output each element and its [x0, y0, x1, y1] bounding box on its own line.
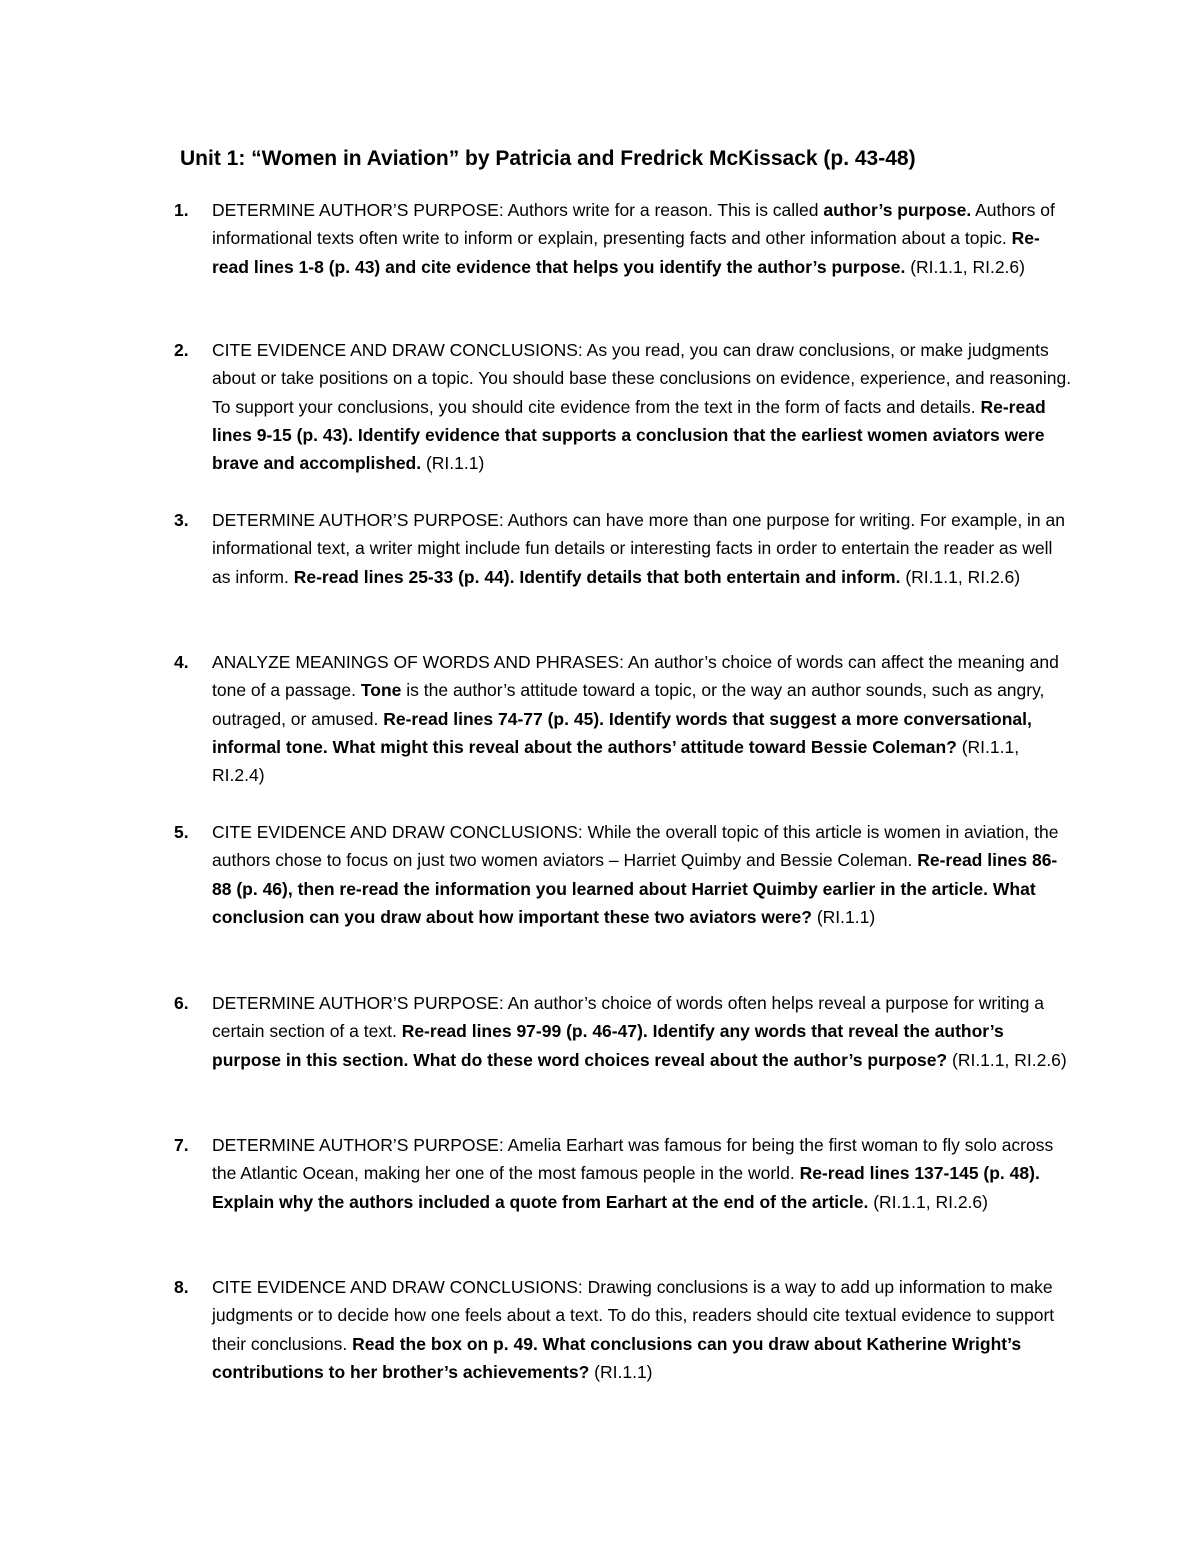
question-text-segment: CITE EVIDENCE AND DRAW CONCLUSIONS: While the overall topic of this article is women in aviation, the authors chose to focus on just two women aviators – Harriet Quimby and Bessie Coleman.: [212, 822, 1059, 871]
question-text: [212, 506, 1072, 591]
question-text-segment: DETERMINE AUTHOR’S PURPOSE: An author’s choice of words often helps reveal a purpose for writing a certain section of a text.: [212, 993, 1044, 1042]
question-text-segment-bold: Re-read lines 9-15 (p. 43). Identify evidence that supports a conclusion that the earliest women aviators were brave and accomplished.: [212, 396, 1046, 474]
question-text: [212, 648, 1072, 789]
question-text-segment: (RI.1.1): [421, 453, 485, 474]
question-text-segment-bold: Tone: [360, 680, 402, 701]
question-text: [212, 196, 1072, 281]
question-number: 1.: [174, 200, 189, 220]
question-text-segment: CITE EVIDENCE AND DRAW CONCLUSIONS: As you read, you can draw conclusions, or make judgments about or take positions on a topic. You should base these conclusions on evidence, experience, and reasoning. To support your conclusions, you should cite evidence from the text in the form of facts and details.: [212, 340, 1072, 417]
question-text-segment: (RI.1.1): [589, 1361, 653, 1382]
question-text-segment-bold: Read the box on p. 49. What conclusions can you draw about Katherine Wright’s contributions to her brother’s achievements?: [212, 1333, 1022, 1382]
question-text-segment-bold: Re-read lines 137-145 (p. 48). Explain why the authors included a quote from Earhart at the end of the article.: [212, 1163, 1040, 1212]
question-text-segment: (RI.1.1, RI.2.6): [947, 1049, 1067, 1070]
question-text-segment: DETERMINE AUTHOR’S PURPOSE: Amelia Earhart was famous for being the first woman to fly solo across the Atlantic Ocean, making her one of the most famous people in the world.: [212, 1135, 1054, 1184]
question-number: 8.: [174, 1277, 189, 1297]
question-text: [212, 336, 1072, 477]
question-text-segment: ANALYZE MEANINGS OF WORDS AND PHRASES: An author’s choice of words can affect the meaning and tone of a passage.: [212, 652, 1059, 701]
question-text-segment-bold: author’s purpose.: [823, 200, 972, 220]
question-text-segment: CITE EVIDENCE AND DRAW CONCLUSIONS: Drawing conclusions is a way to add up information to make judgments or to decide how one feels about a text. To do this, readers should cite textual evidence to support their conclusions.: [212, 1277, 1055, 1354]
question-text-segment: Authors of informational texts often write to inform or explain, presenting facts and other information about a topic.: [212, 200, 1055, 249]
page-title: Unit 1: “Women in Aviation” by Patricia and Fredrick McKissack (p. 43-48): [180, 147, 916, 170]
question-text-segment: DETERMINE AUTHOR’S PURPOSE: Authors can have more than one purpose for writing. For example, in an informational text, a writer might include fun details or interesting facts in order to entertain the reader as well as inform.: [212, 510, 1065, 587]
question-text-segment: (RI.1.1, RI.2.6): [900, 566, 1021, 587]
question-text: [212, 1273, 1072, 1386]
question-text: [212, 818, 1072, 931]
question-number: 4.: [174, 652, 189, 672]
question-text-segment: (RI.1.1): [811, 906, 876, 927]
question-number: 3.: [174, 510, 189, 530]
question-text-segment-bold: Re-read lines 1-8 (p. 43) and cite evidence that helps you identify the author’s purpose.: [212, 228, 1040, 277]
question-number: 7.: [174, 1135, 189, 1155]
question-text-segment: DETERMINE AUTHOR’S PURPOSE: Authors write for a reason. This is called: [212, 200, 824, 220]
question-text: [212, 1131, 1072, 1216]
question-text-segment: (RI.1.1, RI.2.6): [905, 256, 1025, 277]
question-text-segment: (RI.1.1, RI.2.4): [212, 736, 1020, 786]
question-number: 5.: [174, 822, 189, 842]
question-text-segment-bold: Re-read lines 25-33 (p. 44). Identify details that both entertain and inform.: [293, 566, 901, 587]
question-text: [212, 989, 1072, 1074]
question-text-segment-bold: Re-read lines 86-88 (p. 46), then re-read the information you learned about Harriet Quimby earlier in the article. What conclusion can you draw about how important these two aviators were?: [212, 850, 1058, 927]
question-number: 2.: [174, 340, 189, 360]
question-text-segment: is the author’s attitude toward a topic, or the way an author sounds, such as angry, outraged, or amused.: [212, 680, 1045, 729]
question-text-segment-bold: Re-read lines 74-77 (p. 45). Identify words that suggest a more conversational, informal tone. What might this reveal about the authors’ attitude toward Bessie Coleman?: [212, 708, 1032, 757]
question-text-segment-bold: Re-read lines 97-99 (p. 46-47). Identify any words that reveal the author’s purpose in this section. What do these word choices reveal about the author’s purpose?: [212, 1021, 1004, 1070]
question-text-segment: (RI.1.1, RI.2.6): [868, 1191, 988, 1212]
question-number: 6.: [174, 993, 189, 1013]
